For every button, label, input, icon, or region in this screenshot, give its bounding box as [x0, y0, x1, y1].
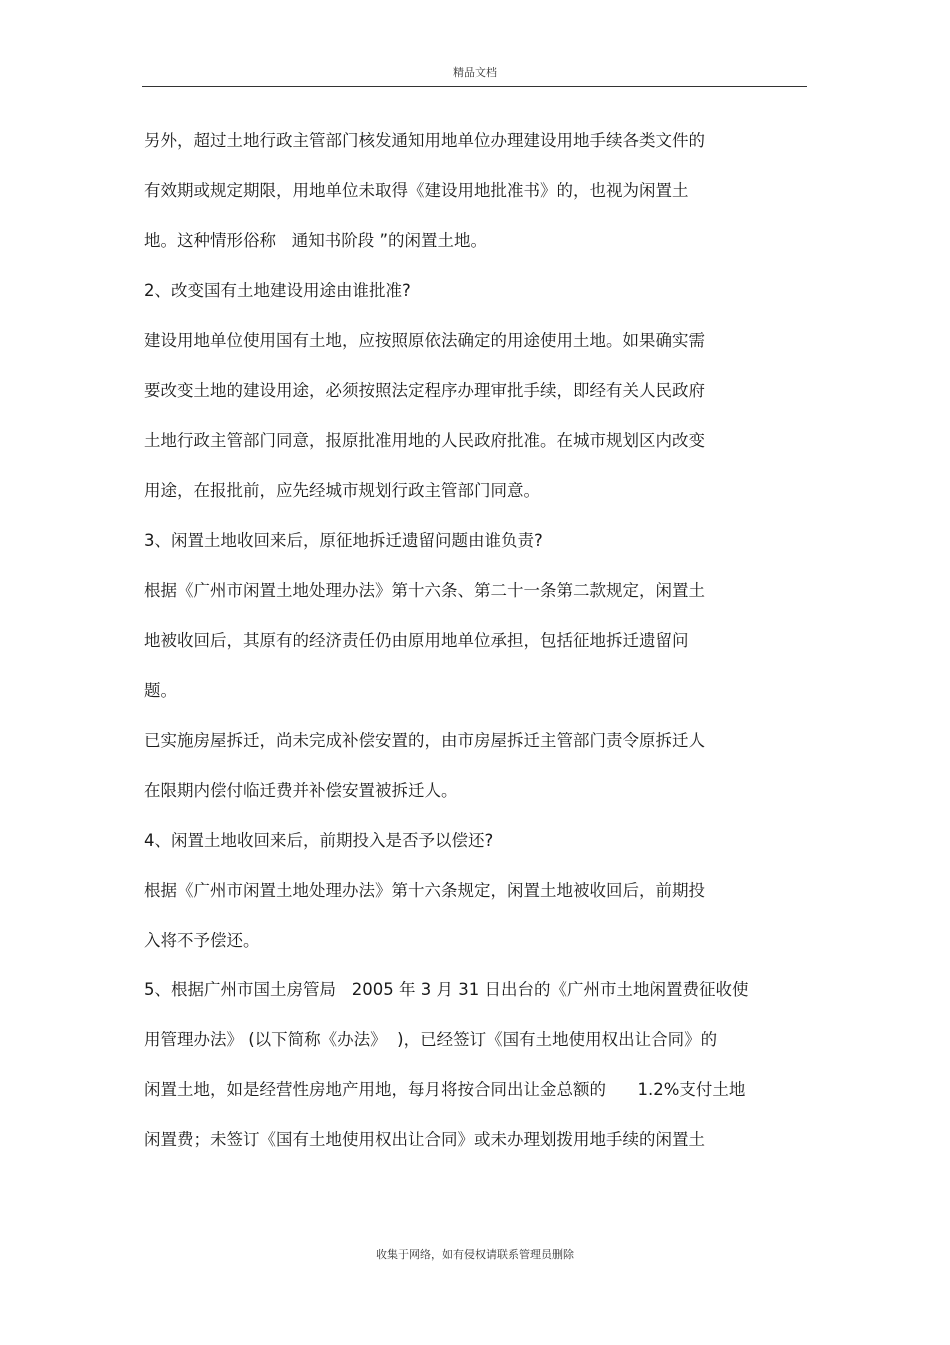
- body-line: 闲置费；未签订《国有土地使用权出让合同》或未办理划拨用地手续的闲置土: [144, 1130, 705, 1149]
- page-header: [0, 0, 950, 88]
- body-line: 已实施房屋拆迁，尚未完成补偿安置的，由市房屋拆迁主管部门责令原拆迁人: [144, 731, 705, 750]
- body-line: 有效期或规定期限，用地单位未取得《建设用地批准书》的，也视为闲置土: [144, 181, 689, 200]
- body-line: 土地行政主管部门同意，报原批准用地的人民政府批准。在城市规划区内改变: [144, 431, 705, 450]
- body-line: 用管理办法》 (以下简称《办法》 )，已经签订《国有土地使用权出让合同》的: [144, 1030, 718, 1049]
- header-divider: [142, 86, 807, 87]
- body-line: 闲置土地，如是经营性房地产用地，每月将按合同出让金总额的 1.2%支付土地: [144, 1080, 746, 1099]
- question-heading: 3、闲置土地收回来后，原征地拆迁遗留问题由谁负责?: [144, 531, 543, 550]
- body-line: 入将不予偿还。: [144, 931, 260, 950]
- body-line: 另外，超过土地行政主管部门核发通知用地单位办理建设用地手续各类文件的: [144, 131, 705, 150]
- body-line: 地被收回后，其原有的经济责任仍由原用地单位承担，包括征地拆迁遗留问: [144, 631, 689, 650]
- body-line: 建设用地单位使用国有土地，应按照原依法确定的用途使用土地。如果确实需: [144, 331, 705, 350]
- question-heading: 5、根据广州市国土房管局 2005 年 3 月 31 日出台的《广州市土地闲置费征收使: [144, 980, 749, 999]
- body-line: 地。这种情形俗称 通知书阶段 ”的闲置土地。: [144, 231, 488, 250]
- body-line: 用途，在报批前，应先经城市规划行政主管部门同意。: [144, 481, 540, 500]
- question-heading: 2、改变国有土地建设用途由谁批准?: [144, 281, 411, 300]
- body-line: 在限期内偿付临迁费并补偿安置被拆迁人。: [144, 781, 458, 800]
- body-line: 题。: [144, 681, 177, 700]
- body-line: 根据《广州市闲置土地处理办法》第十六条、第二十一条第二款规定，闲置土: [144, 581, 705, 600]
- body-line: 要改变土地的建设用途，必须按照法定程序办理审批手续，即经有关人民政府: [144, 381, 705, 400]
- header-label: 精品文档: [453, 66, 497, 79]
- body-line: 根据《广州市闲置土地处理办法》第十六条规定，闲置土地被收回后，前期投: [144, 881, 705, 900]
- question-heading: 4、闲置土地收回来后，前期投入是否予以偿还?: [144, 831, 494, 850]
- page-footer: 收集于网络，如有侵权请联系管理员删除: [376, 1248, 574, 1261]
